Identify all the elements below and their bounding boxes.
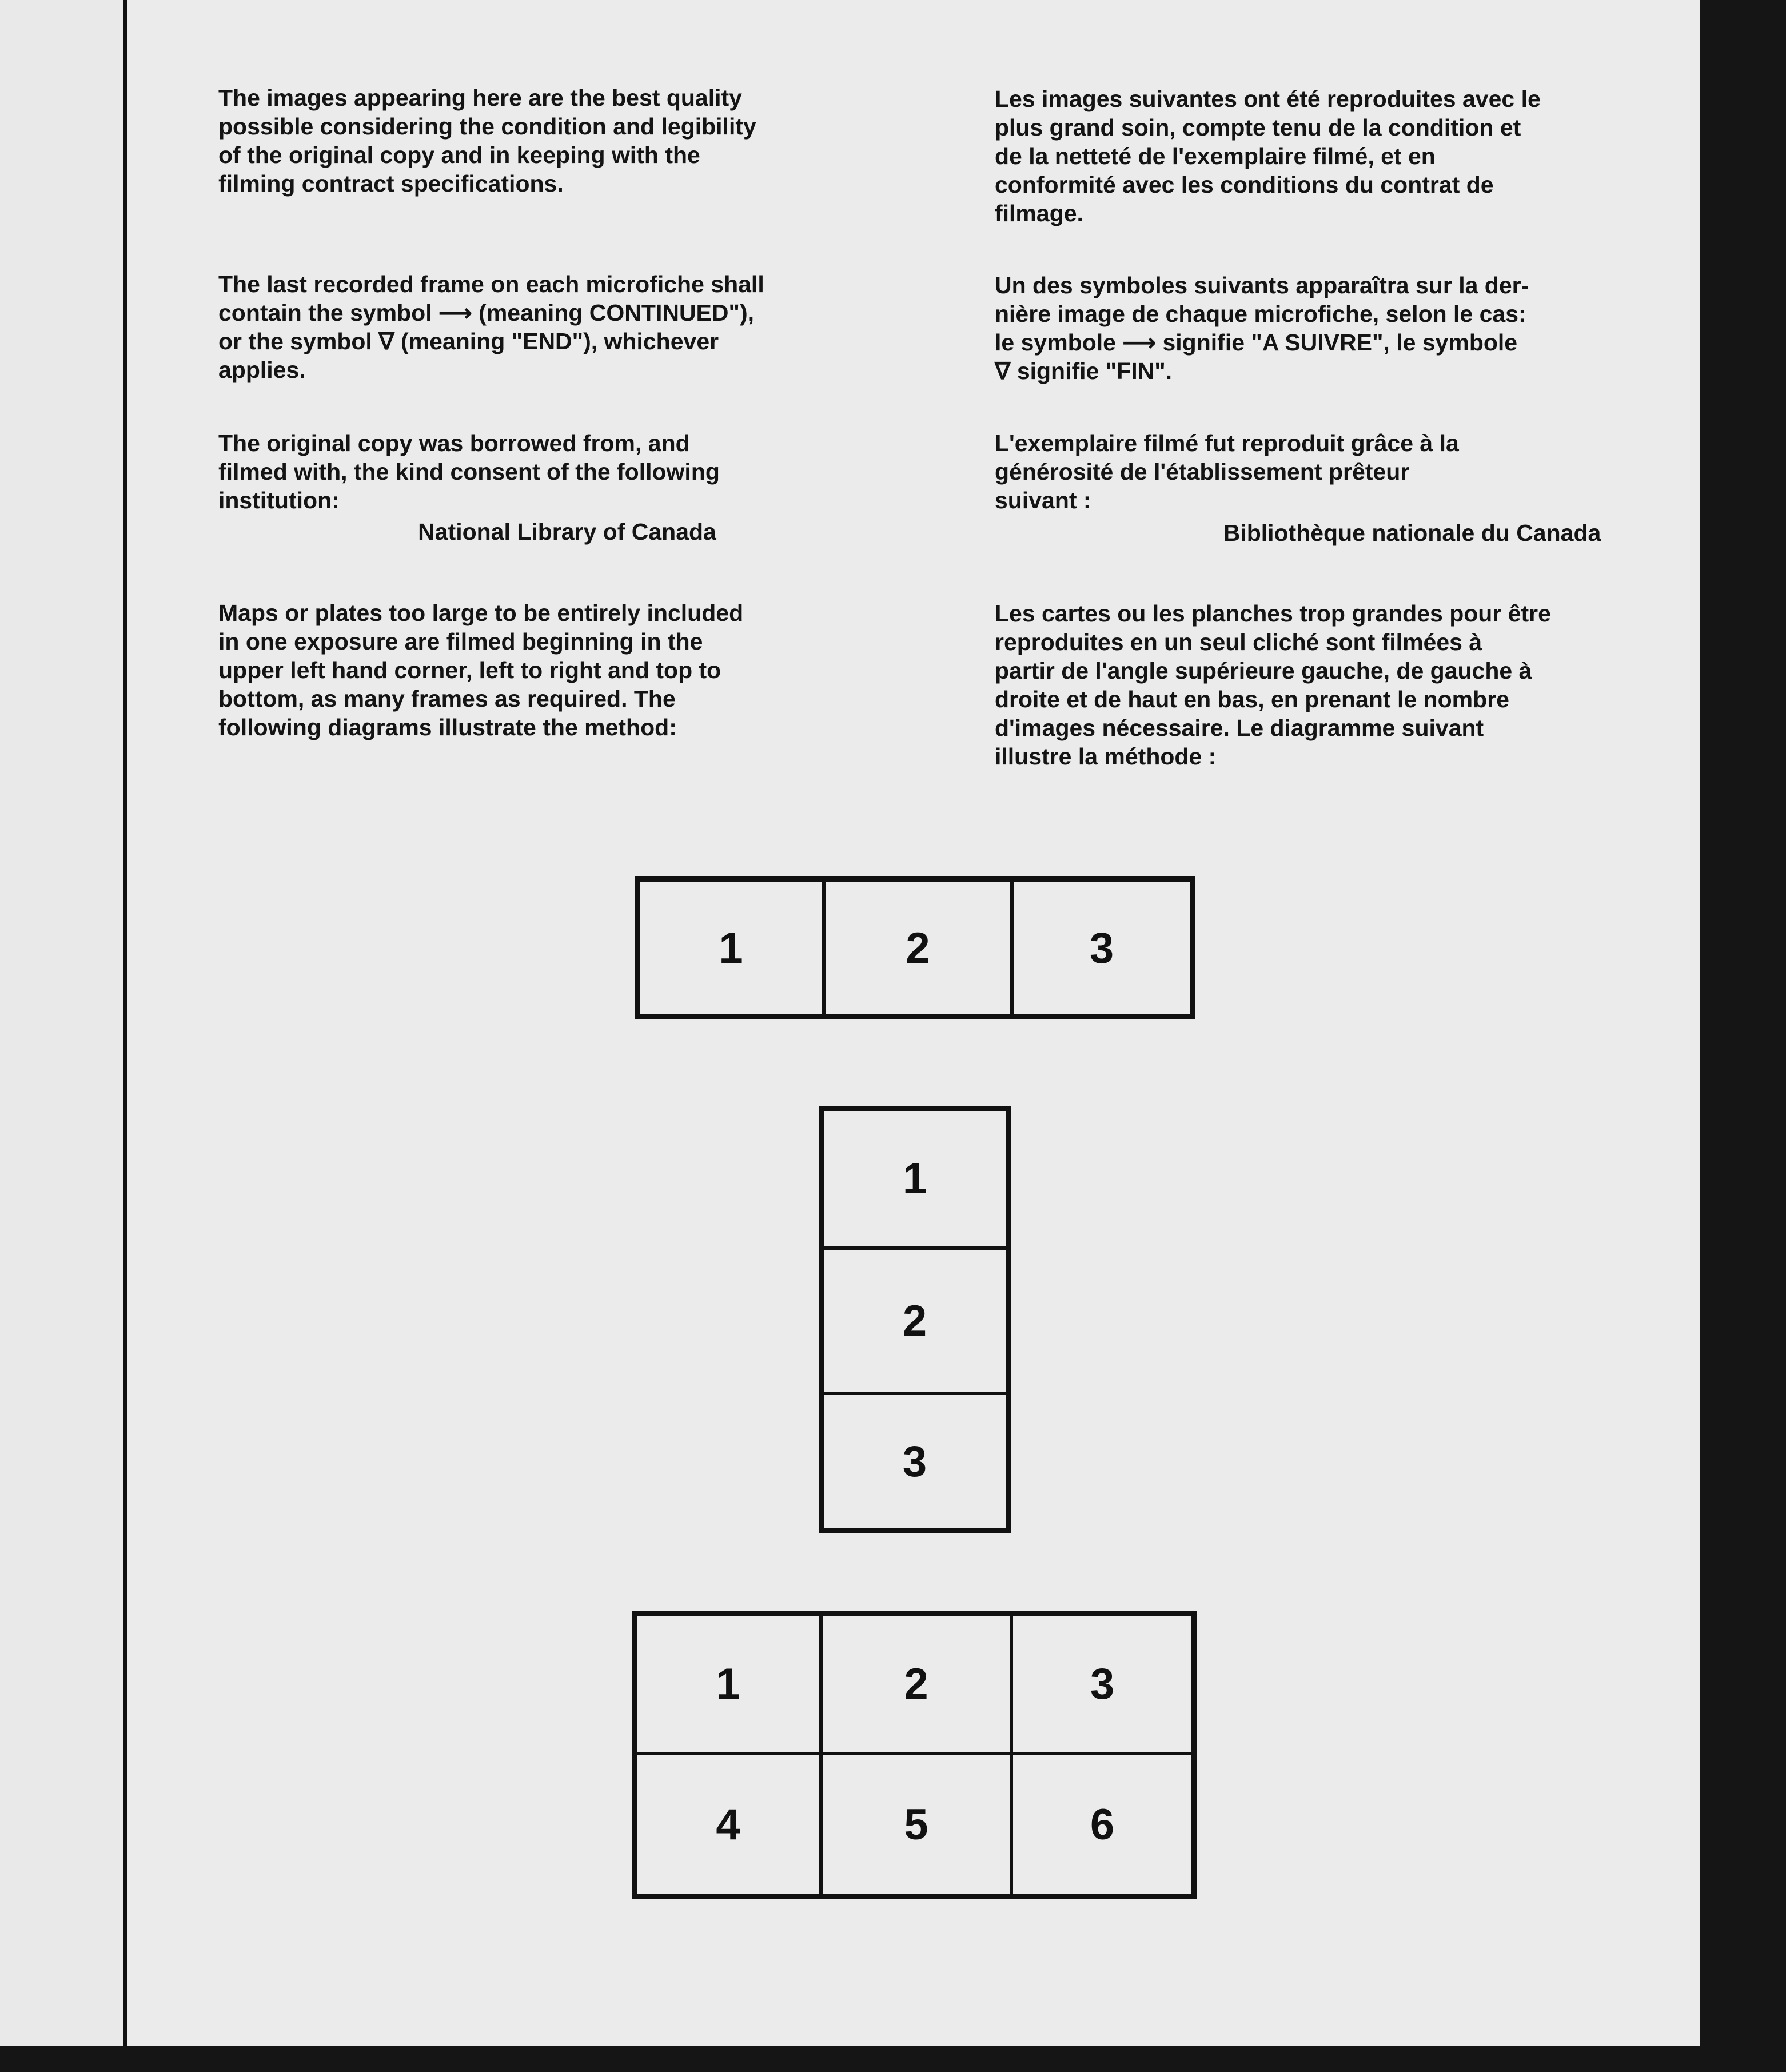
french-institution-paragraph: L'exemplaire filmé fut reproduit grâce à la générosité de l'établissement prêteur suivant : <box>995 430 1459 513</box>
diagram-cell: 2 <box>821 1615 1011 1754</box>
diagram-cell: 3 <box>1011 1615 1193 1754</box>
diagram-grid <box>632 1611 1197 1899</box>
english-institution-name: National Library of Canada <box>418 519 716 545</box>
diagram-horizontal <box>635 876 1195 1019</box>
diagram-cell: 4 <box>635 1754 821 1895</box>
diagram-cell: 5 <box>821 1754 1011 1895</box>
film-edge-right <box>1700 0 1786 2046</box>
microfiche-page <box>127 0 1700 2046</box>
diagram-vertical <box>819 1106 1011 1533</box>
english-institution-paragraph: The original copy was borrowed from, and filmed with, the kind consent of the following institution: <box>218 430 720 513</box>
french-quality-paragraph: Les images suivantes ont été reproduites avec le plus grand soin, compte tenu de la condition et de la netteté de l'exemplaire filmé, et en conformité avec les conditions du contrat de filmage. <box>995 86 1541 226</box>
diagram-cell: 1 <box>635 1615 821 1754</box>
film-edge-left <box>0 0 127 2046</box>
english-symbols-paragraph: The last recorded frame on each microfiche shall contain the symbol ⟶ (meaning CONTINUED"), or the symbol ∇ (meaning "END"), whichever applies. <box>218 271 764 383</box>
film-edge-bottom <box>0 2046 1786 2072</box>
diagram-cell: 2 <box>824 880 1012 1016</box>
french-maps-paragraph: Les cartes ou les planches trop grandes pour être reproduites en un seul cliché sont filmées à partir de l'angle supérieure gauche, de gauche à droite et de haut en bas, en prenant le nombre d'images nécessaire. Le diagramme suivant illustre la méthode : <box>995 600 1551 770</box>
diagram-cell: 2 <box>822 1248 1007 1393</box>
diagram-cell: 1 <box>822 1109 1007 1248</box>
diagram-cell: 3 <box>822 1393 1007 1530</box>
diagram-cell: 1 <box>638 880 824 1016</box>
french-symbols-paragraph: Un des symboles suivants apparaîtra sur la der- nière image de chaque microfiche, selon le cas: le symbole ⟶ signifie "A SUIVRE", le symbole ∇ signifie "FIN". <box>995 272 1529 384</box>
diagram-cell: 3 <box>1012 880 1191 1016</box>
english-maps-paragraph: Maps or plates too large to be entirely included in one exposure are filmed beginning in the upper left hand corner, left to right and top to bottom, as many frames as required. The following diagrams illustrate the method: <box>218 600 744 740</box>
diagram-cell: 6 <box>1011 1754 1193 1895</box>
english-quality-paragraph: The images appearing here are the best quality possible considering the condition and legibility of the original copy and in keeping with the filming contract specifications. <box>218 85 756 197</box>
french-institution-name: Bibliothèque nationale du Canada <box>1223 520 1601 546</box>
